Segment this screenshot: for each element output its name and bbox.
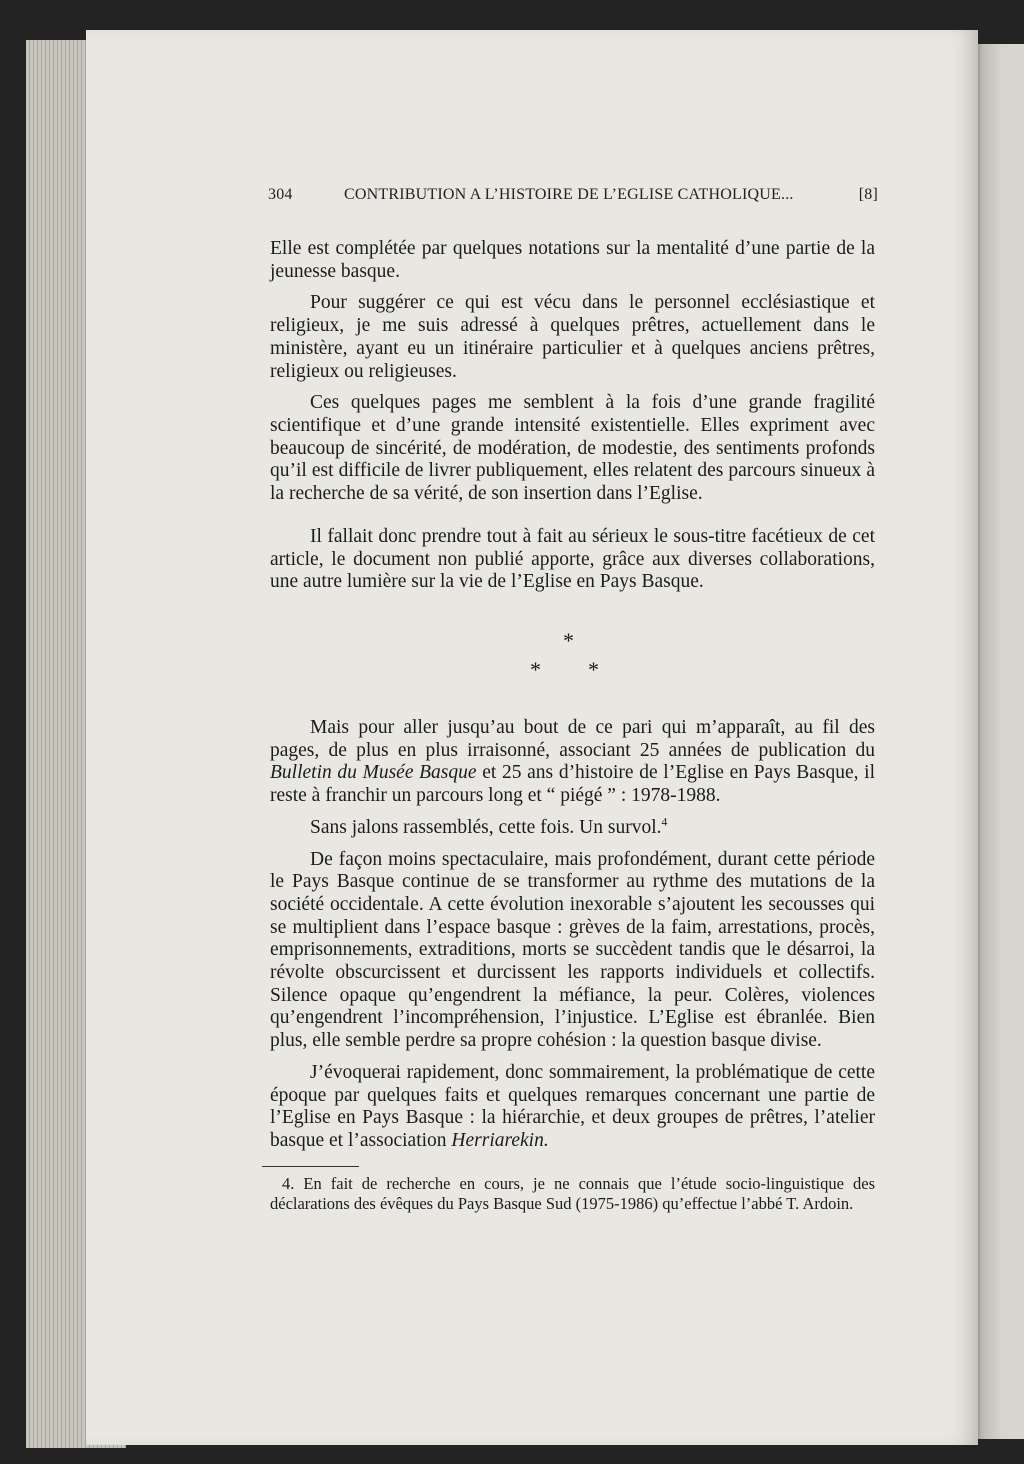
association-name: Herriarekin. [451, 1129, 549, 1151]
body-text-top [270, 238, 875, 515]
body-text-bottom [270, 717, 875, 1162]
asterisk: * [530, 657, 541, 682]
facing-page-edge [972, 44, 1024, 1439]
footnote [270, 1174, 875, 1213]
paragraph: Mais pour aller jusqu’au bout de ce pari qui m’apparaît, au fil des pages, de plus en plus irraisonné, associant 25 années de publication du Bulletin du Musée Basque et 25 ans d’histoire de l’Eglise en Pays Basque, il reste à franchir un parcours long et “ piégé ” : 1978-1988. [270, 717, 875, 807]
paragraph: Elle est complétée par quelques notations sur la mentalité d’une partie de la jeunesse basque. [270, 238, 875, 282]
footnote-separator [262, 1166, 359, 1167]
asterisk: * [588, 657, 599, 682]
running-header [268, 186, 878, 210]
paragraph: Il fallait donc prendre tout à fait au sérieux le sous-titre facétieux de cet article, le document non publié apporte, grâce aux diverses collaborations, une autre lumière sur la vie de l’Eglise en Pays Basque. [270, 526, 875, 593]
journal-title: Bulletin du Musée Basque [270, 762, 477, 784]
running-title: CONTRIBUTION A L’HISTOIRE DE L’EGLISE CATHOLIQUE... [344, 186, 794, 203]
paragraph: Pour suggérer ce qui est vécu dans le personnel ecclésiastique et religieux, je me suis adressé à quelques prêtres, actuellement dans le ministère, ayant eu un itinéraire particulier et à quelques anciens prêtres, religieux ou religieuses. [270, 292, 875, 382]
paragraph: J’évoquerai rapidement, donc sommairement, la problématique de cette époque par quelques faits et quelques remarques concernant une partie de l’Eglise en Pays Basque : la hiérarchie, et deux groupes de prêtres, l’atelier basque et l’association Herriarekin. [270, 1061, 875, 1151]
section-reference: [8] [858, 186, 878, 203]
paragraph: Sans jalons rassemblés, cette fois. Un survol.$^4$ [310, 815, 668, 838]
section-break-asterisks [530, 628, 620, 690]
footnote-text: 4. En fait de recherche en cours, je ne connais que l’étude socio-linguistique des déclarations des évêques du Pays Basque Sud (1975-1986) qu’effectue l’abbé T. Ardoin. [270, 1174, 875, 1213]
footnote-reference: 4 [661, 815, 668, 829]
paragraph: Ces quelques pages me semblent à la fois d’une grande fragilité scientifique et d’une grande intensité existentielle. Elles expriment avec beaucoup de sincérité, de modération, de modestie, des sentiments profonds qu’il est difficile de livrer publiquement, elles relatent des parcours sinueux à la recherche de sa vérité, de son insertion dans l’Eglise. [270, 392, 875, 505]
body-text-middle [270, 526, 875, 603]
paragraph: De façon moins spectaculaire, mais profondément, durant cette période le Pays Basque continue de se transformer au rythme des mutations de la société occidentale. A cette évolution inexorable s’ajoutent les secousses qui se multiplient dans l’espace basque : grèves de la faim, arrestations, procès, emprisonnements, extraditions, morts se succèdent tandis que le désarroi, la révolte obscurcissent et durcissent les rapports individuels et collectifs. Silence opaque qu’engendrent la méfiance, la peur. Colères, violences qu’engendrent l’incompréhension, l’injustice. L’Eglise est ébranlée. Bien plus, elle semble perdre sa propre cohésion : la question basque divise. [270, 848, 875, 1052]
page-number: 304 [268, 186, 293, 203]
asterisk: * [563, 628, 574, 653]
